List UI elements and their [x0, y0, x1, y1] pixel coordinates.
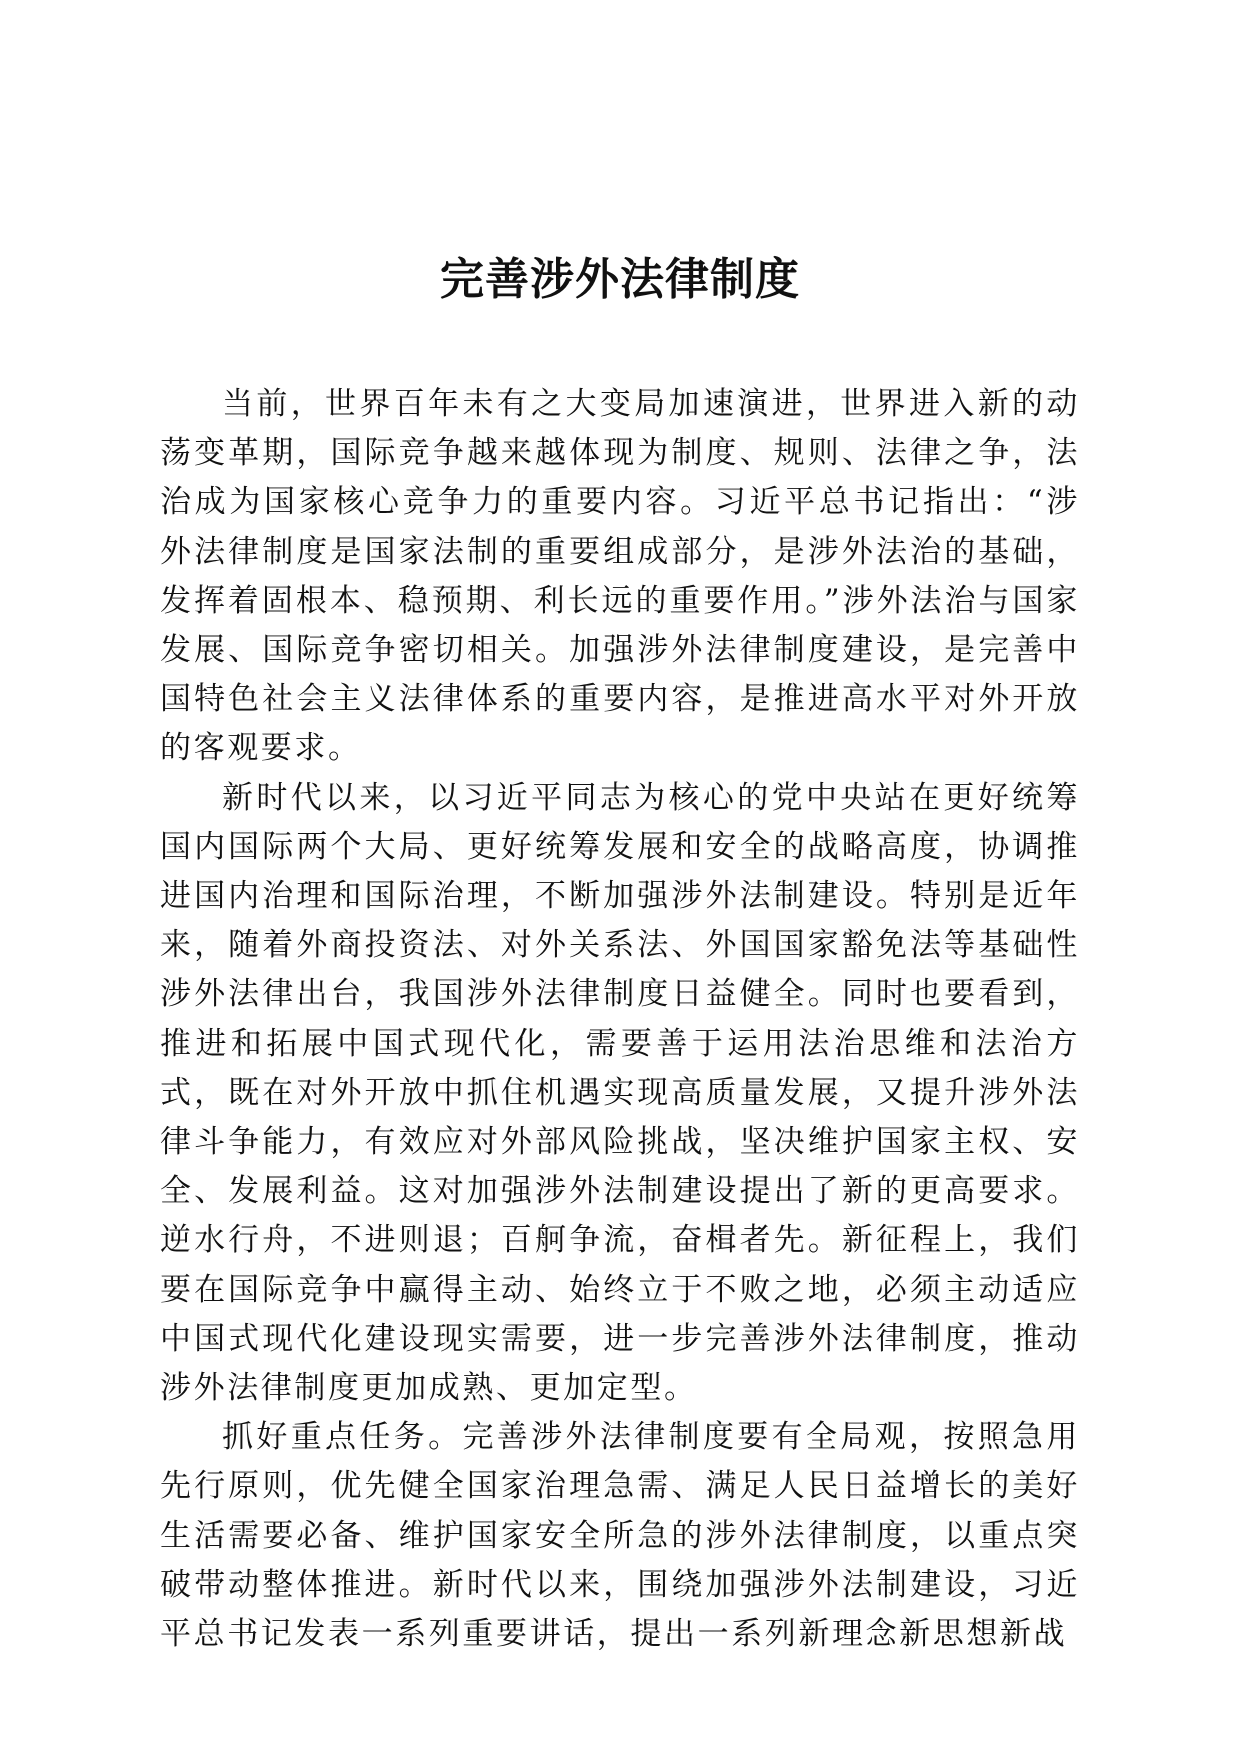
article-body [160, 380, 1080, 1659]
paragraph: 抓好重点任务。完善涉外法律制度要有全局观，按照急用先行原则，优先健全国家治理急需、满足人民日益增长的美好生活需要必备、维护国家安全所急的涉外法律制度，以重点突破带动整体推进。新时代以来，围绕加强涉外法制建设，习近平总书记发表一系列重要讲话，提出一系列新理念新思想新战 [160, 1419, 1080, 1653]
paragraph: 当前，世界百年未有之大变局加速演进，世界进入新的动荡变革期，国际竞争越来越体现为制度、规则、法律之争，法治成为国家核心竞争力的重要内容。习近平总书记指出：“涉外法律制度是国家法制的重要组成部分，是涉外法治的基础，发挥着固根本、稳预期、利长远的重要作用。”涉外法治与国家发展、国际竞争密切相关。加强涉外法律制度建设，是完善中国特色社会主义法律体系的重要内容，是推进高水平对外开放的客观要求。 [160, 386, 1080, 767]
page-title: 完善涉外法律制度 [440, 254, 800, 305]
paragraph: 新时代以来，以习近平同志为核心的党中央站在更好统筹国内国际两个大局、更好统筹发展和安全的战略高度，协调推进国内治理和国际治理，不断加强涉外法制建设。特别是近年来，随着外商投资法、对外关系法、外国国家豁免法等基础性涉外法律出台，我国涉外法律制度日益健全。同时也要看到，推进和拓展中国式现代化，需要善于运用法治思维和法治方式，既在对外开放中抓住机遇实现高质量发展，又提升涉外法律斗争能力，有效应对外部风险挑战，坚决维护国家主权、安全、发展利益。这对加强涉外法制建设提出了新的更高要求。逆水行舟，不进则退；百舸争流，奋楫者先。新征程上，我们要在国际竞争中赢得主动、始终立于不败之地，必须主动适应中国式现代化建设现实需要，进一步完善涉外法律制度，推动涉外法律制度更加成熟、更加定型。 [160, 779, 1080, 1407]
